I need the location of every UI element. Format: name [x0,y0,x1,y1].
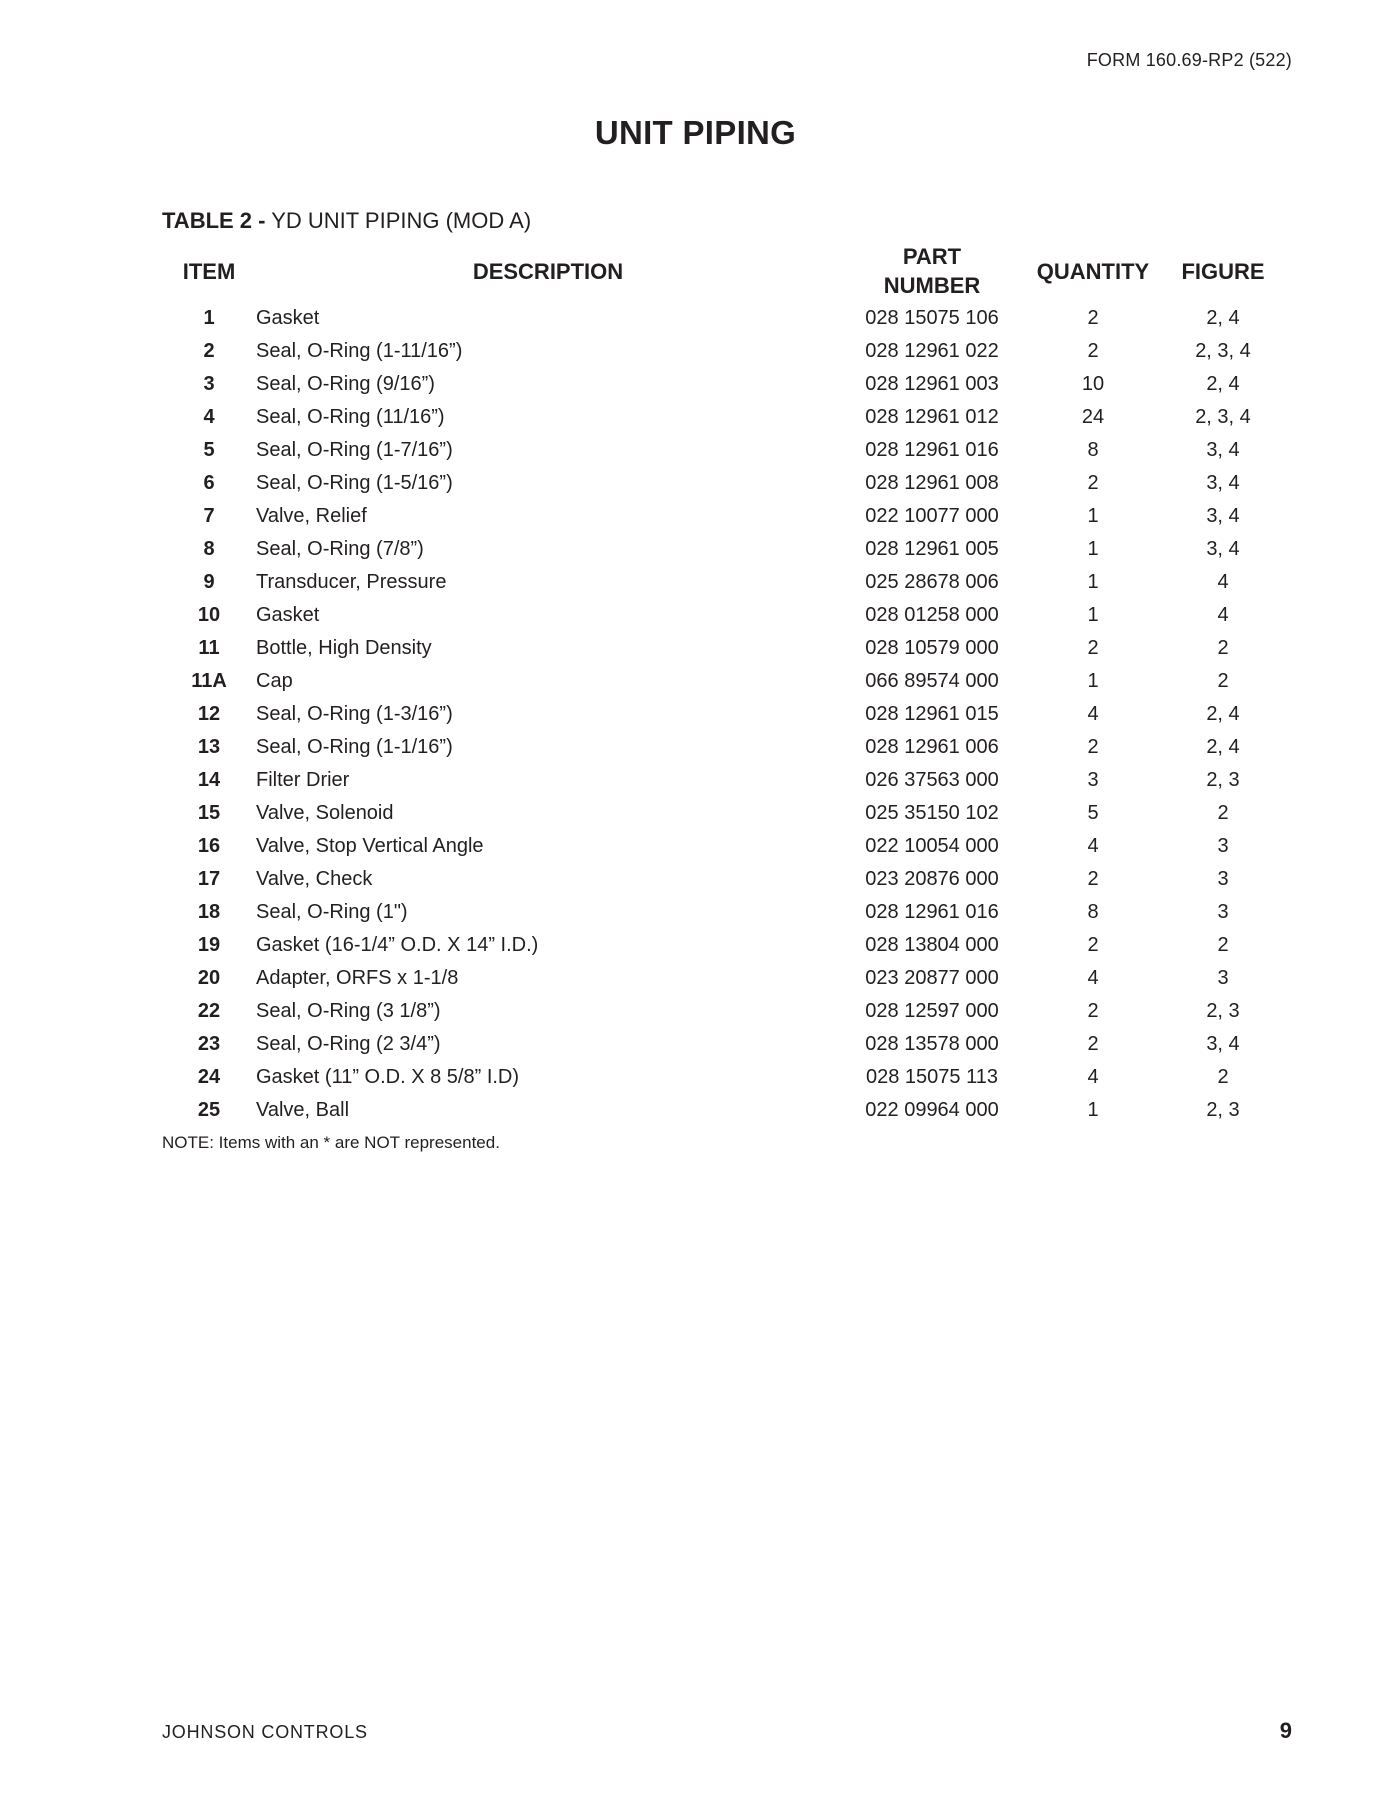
cell-item: 16 [197,835,221,857]
cell-item: 5 [203,439,215,461]
cell-quantity: 2 [1087,934,1099,956]
cell-part-number: 028 13578 000 [865,1033,999,1055]
cell-figure: 2, 3 [1206,769,1240,791]
cell-quantity: 2 [1087,637,1099,659]
footer-company: JOHNSON CONTROLS [162,1722,368,1742]
cell-part-number: 028 12961 016 [865,439,999,461]
cell-part-number: 028 15075 113 [866,1066,998,1088]
page-number: 9 [1279,1718,1292,1743]
table-row [162,1061,1284,1094]
cell-item: 10 [197,604,221,626]
table-row [162,962,1284,995]
cell-part-number: 028 12597 000 [865,1000,999,1022]
cell-item: 22 [197,1000,221,1022]
table-caption [162,208,531,234]
cell-description: Seal, O-Ring (11/16”) [256,406,445,428]
cell-part-number: 028 12961 003 [865,373,999,395]
cell-quantity: 5 [1087,802,1099,824]
cell-figure: 2, 3, 4 [1195,340,1251,362]
table-row [162,797,1284,830]
page-title: UNIT PIPING [594,114,797,151]
table-row [162,830,1284,863]
cell-item: 20 [197,967,221,989]
cell-part-number: 028 12961 005 [865,538,999,560]
cell-description: Adapter, ORFS x 1-1/8 [256,967,459,989]
cell-part-number: 028 12961 016 [865,901,999,923]
cell-description: Seal, O-Ring (1-11/16”) [256,340,463,362]
cell-description: Seal, O-Ring (1-7/16”) [256,439,453,461]
cell-item: 25 [197,1099,221,1121]
cell-description: Valve, Ball [256,1099,350,1121]
cell-part-number: 022 09964 000 [865,1099,999,1121]
cell-part-number: 025 35150 102 [865,802,999,824]
cell-item: 15 [197,802,221,824]
cell-figure: 3, 4 [1206,1033,1240,1055]
cell-part-number: 028 12961 006 [865,736,999,758]
cell-item: 13 [197,736,221,758]
cell-description: Seal, O-Ring (1-5/16”) [256,472,453,494]
cell-figure: 2 [1217,934,1229,956]
table-row [162,665,1284,698]
cell-quantity: 3 [1087,769,1099,791]
cell-item: 11A [191,670,227,692]
cell-part-number: 028 01258 000 [865,604,999,626]
cell-description: Gasket [256,307,320,329]
cell-description: Gasket (11” O.D. X 8 5/8” I.D) [256,1066,520,1088]
table-row [162,368,1284,401]
column-header-item: ITEM [182,258,236,284]
table-row [162,566,1284,599]
cell-quantity: 4 [1087,967,1099,989]
table-row [162,467,1284,500]
cell-figure: 2 [1217,802,1229,824]
column-header-quantity: QUANTITY [1036,258,1150,284]
cell-figure: 2, 4 [1206,307,1240,329]
cell-description: Seal, O-Ring (7/8”) [256,538,424,560]
parts-table-header [162,240,1284,302]
cell-item: 2 [203,340,215,362]
cell-part-number: 028 12961 022 [865,340,999,362]
table-caption-text: YD UNIT PIPING (MOD A) [265,208,532,233]
cell-figure: 2 [1217,1066,1229,1088]
cell-part-number: 028 15075 106 [865,307,999,329]
cell-description: Valve, Relief [256,505,367,527]
cell-figure: 2 [1217,670,1229,692]
cell-description: Cap [256,670,293,692]
cell-figure: 3 [1217,868,1229,890]
table-row [162,995,1284,1028]
cell-quantity: 1 [1087,1099,1099,1121]
cell-figure: 3 [1217,835,1229,857]
cell-quantity: 4 [1087,703,1099,725]
cell-quantity: 2 [1087,472,1099,494]
table-row [162,302,1284,335]
cell-figure: 3, 4 [1206,538,1240,560]
cell-quantity: 24 [1081,406,1105,428]
table-row [162,1028,1284,1061]
cell-quantity: 1 [1087,505,1099,527]
table-row [162,698,1284,731]
table-row [162,533,1284,566]
cell-part-number: 026 37563 000 [865,769,999,791]
table-row [162,896,1284,929]
cell-item: 24 [197,1066,221,1088]
cell-figure: 2, 4 [1206,373,1240,395]
cell-item: 4 [203,406,215,428]
cell-part-number: 022 10077 000 [865,505,999,527]
cell-description: Valve, Stop Vertical Angle [256,835,484,857]
cell-quantity: 1 [1087,604,1099,626]
table-row [162,632,1284,665]
cell-description: Seal, O-Ring (3 1/8”) [256,1000,441,1022]
cell-item: 17 [197,868,221,890]
cell-quantity: 8 [1087,439,1099,461]
cell-description: Seal, O-Ring (2 3/4”) [256,1033,441,1055]
column-header-description: DESCRIPTION [472,258,624,284]
table-row [162,929,1284,962]
cell-item: 23 [197,1033,221,1055]
table-note: NOTE: Items with an * are NOT represented. [162,1133,500,1152]
cell-item: 11 [198,637,220,659]
parts-table-body [162,302,1284,1127]
header-row [162,240,1284,302]
cell-description: Valve, Check [256,868,373,890]
cell-item: 9 [203,571,215,593]
cell-figure: 2, 3 [1206,1000,1240,1022]
form-number: FORM 160.69-RP2 (522) [1086,50,1292,70]
column-header-figure: FIGURE [1181,258,1265,284]
cell-item: 8 [203,538,215,560]
cell-quantity: 2 [1087,1000,1099,1022]
cell-figure: 4 [1217,571,1229,593]
cell-item: 6 [203,472,215,494]
cell-quantity: 2 [1087,736,1099,758]
cell-figure: 2, 3, 4 [1195,406,1251,428]
table-row [162,599,1284,632]
cell-figure: 4 [1217,604,1229,626]
cell-figure: 3, 4 [1206,439,1240,461]
column-header-part-number-line1: PART [902,244,962,269]
cell-figure: 2, 3 [1206,1099,1240,1121]
cell-description: Seal, O-Ring (9/16”) [256,373,435,395]
column-header-part-number [840,240,1024,302]
cell-part-number: 028 12961 008 [865,472,999,494]
cell-part-number: 022 10054 000 [865,835,999,857]
cell-item: 19 [197,934,221,956]
cell-quantity: 2 [1087,307,1099,329]
cell-item: 14 [197,769,221,791]
cell-description: Bottle, High Density [256,637,432,659]
table-row [162,434,1284,467]
parts-table [162,240,1284,1127]
cell-figure: 3 [1217,967,1229,989]
cell-description: Filter Drier [256,769,350,791]
cell-description: Seal, O-Ring (1-3/16”) [256,703,453,725]
cell-description: Gasket [256,604,320,626]
cell-figure: 2, 4 [1206,703,1240,725]
cell-part-number: 023 20876 000 [865,868,999,890]
table-row [162,764,1284,797]
table-row [162,1094,1284,1127]
cell-description: Seal, O-Ring (1-1/16”) [256,736,453,758]
cell-item: 1 [203,307,215,329]
cell-description: Transducer, Pressure [256,571,447,593]
table-row [162,401,1284,434]
cell-item: 18 [197,901,221,923]
cell-quantity: 1 [1087,670,1099,692]
cell-quantity: 4 [1087,835,1099,857]
table-row [162,731,1284,764]
column-header-part-number-line2: NUMBER [883,273,981,298]
cell-part-number: 066 89574 000 [865,670,999,692]
cell-part-number: 025 28678 006 [865,571,999,593]
table-row [162,335,1284,368]
cell-figure: 3, 4 [1206,472,1240,494]
cell-figure: 3 [1217,901,1229,923]
cell-quantity: 2 [1087,868,1099,890]
table-caption-label: TABLE 2 - [162,208,266,233]
cell-quantity: 8 [1087,901,1099,923]
cell-figure: 3, 4 [1206,505,1240,527]
cell-quantity: 1 [1087,571,1099,593]
table-row [162,863,1284,896]
cell-item: 7 [203,505,215,527]
cell-quantity: 4 [1087,1066,1099,1088]
cell-item: 12 [197,703,221,725]
cell-item: 3 [203,373,215,395]
cell-figure: 2, 4 [1206,736,1240,758]
cell-quantity: 2 [1087,1033,1099,1055]
cell-figure: 2 [1217,637,1229,659]
cell-description: Seal, O-Ring (1") [256,901,408,923]
cell-part-number: 023 20877 000 [865,967,999,989]
cell-part-number: 028 10579 000 [865,637,999,659]
cell-description: Gasket (16-1/4” O.D. X 14” I.D.) [256,934,539,956]
table-row [162,500,1284,533]
cell-quantity: 1 [1087,538,1099,560]
cell-part-number: 028 12961 012 [865,406,999,428]
cell-quantity: 10 [1081,373,1105,395]
cell-part-number: 028 12961 015 [865,703,999,725]
cell-quantity: 2 [1087,340,1099,362]
cell-part-number: 028 13804 000 [865,934,999,956]
cell-description: Valve, Solenoid [256,802,394,824]
